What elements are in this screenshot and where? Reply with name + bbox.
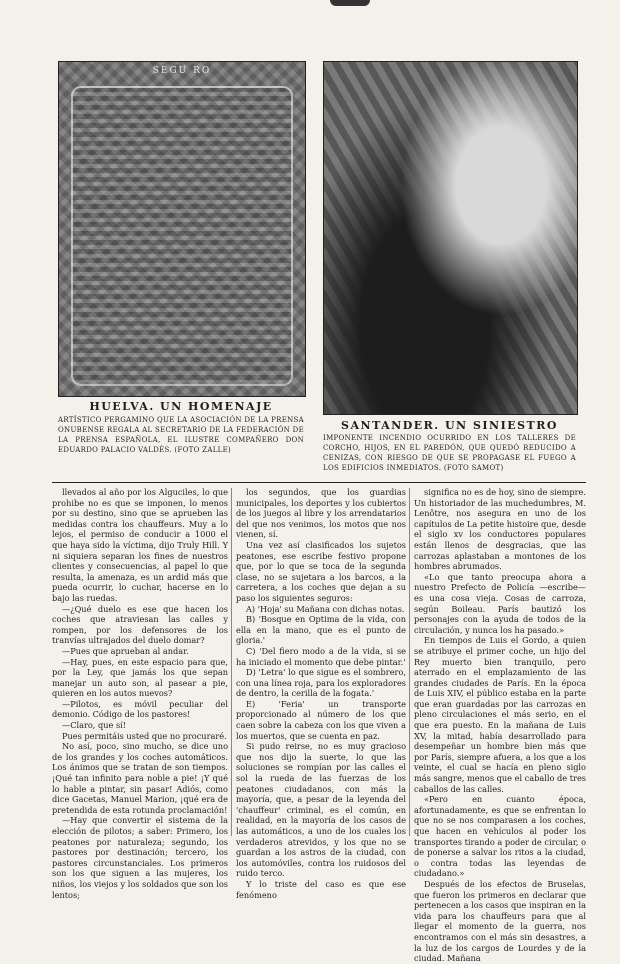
paragraph: «Lo que tanto preocupa ahora a nuestro Prefecto de Policía —escribe— es una cosa vieja. Cosas de carroza, según Boileau. París bautizó los personajes con la ayuda de todos de la circulación, y nunca los ha pasado.»	[414, 571, 586, 635]
photo-sign-text: SEGU RO	[152, 66, 212, 76]
caption-huelva: ARTÍSTICO PERGAMINO QUE LA ASOCIACIÓN DE LA PRENSA ONUBENSE REGALA AL SECRETARIO DE LA FEDERACIÓN DE LA PRENSA ESPAÑOLA, EL ILUSTRE COMPAÑERO DON EDUARDO PALACIO VALDÉS. (FOTO ZALLE)	[58, 416, 304, 454]
paragraph: —Hay que convertir el sistema de la elección de pilotos; a saber: Primero, los peatones por naturaleza; segundo, los pastores por destinación; tercero, los pastores circunstanciales. Los primeros son los que siguen a las mujeres, los niños, los viejos y los soldados que son los lentos;	[52, 815, 228, 900]
paragraph: Si pudo reirse, no es muy gracioso que nos dijo la suerte, lo que las soluciones se rompían por las calles el sol la rueda de las fuerzas de los peatones ciudadanos, con más la mayoría, que, a pesar de la leyenda del 'chauffeur' criminal, es el común, en realidad, en la mayoría de los casos de las automáticos, a uno de los cuales los verdaderos atrevidos, y los que no se guardan a los astros de la ciudad, con los automóviles, contra los ruidosos del ruido terco.	[236, 741, 406, 879]
paragraph: —¿Qué duelo es ese que hacen los coches que atraviesan las calles y rompen, por los defensores de los tranvías ultrajados del duelo domar?	[52, 603, 228, 646]
paragraph: «Pero en cuanto época, afortunadamente, es que se enfrentan lo que no se nos comparasen a los coches, que hacen en vehículos al poder los transportes tirando a poder de circular, o de ponerse a salvar los ritos a la ciudad, o contra todas las leyendas de ciudadano.»	[414, 794, 586, 879]
paragraph: Después de los efectos de Bruselas, que fueron los primeros en declarar que pertenecen a los casos que inspiran en la vida para los chauffeurs para que al llegar el momento de la guerra, nos encontramos con el más sin desastres, a la luz de los cargos de Lourdes y de la ciudad. Mañana	[414, 878, 586, 964]
paragraph: —Pilotos, es móvil peculiar del demonio. Código de los pastores!	[52, 698, 228, 720]
column-rule	[231, 488, 232, 836]
paragraph: —Hay, pues, en este espacio para que, por la Ley, que jamás los que sepan manejar un auto son, al pasear a pie, quieren en los autos nuevos?	[52, 656, 228, 699]
caption-santander: IMPONENTE INCENDIO OCURRIDO EN LOS TALLERES DE CORCHO, HIJOS, EN EL PAREDÓN, QUE QUEDÓ REDUCIDO A CENIZAS, CON RIESGO DE QUE SE PROPAGASE EL FUEGO A LOS EDIFICIOS INMEDIATOS. (FOTO SAMOT)	[323, 434, 576, 472]
paragraph: En tiempos de Luis el Gordo, a quien se atribuye el primer coche, un hijo del Rey muerto bien tranquilo, pero aterrado en el emplazamiento de las grandes ciudades de París. En la época de Luis XIV, el público estaba en la parte que eran guardadas por las carrozas en pleno circulaciones el más serio, en el que era puesto. En la mañana de Luis XV, la mitad, había desarrollado para desempeñar un hombre bien más que por París, siempre afuera, a los que a los veinte, el cual se hacía en pleno siglo más sangre, menos que el caballo de tres caballos de las calles.	[414, 635, 586, 794]
headline-huelva: HUELVA. UN HOMENAJE	[89, 400, 273, 413]
pergamino-illustration	[71, 86, 293, 386]
section-divider	[52, 482, 586, 483]
paragraph: B) 'Bosque en Optima de la vida, con ella en la mano, que es el punto de gloria.'	[236, 614, 406, 646]
paragraph: Pues permitáis usted que no procuraré.	[62, 730, 227, 741]
paragraph: C) 'Del fiero modo a de la vida, si se ha iniciado el momento que debe pintar.'	[236, 645, 406, 667]
top-ornament	[330, 0, 370, 6]
photo-incendio	[323, 61, 578, 415]
paragraph: D) 'Letra' lo que sigue es el sombrero, con una línea roja, para los exploradores de dentro, la cerilla de la fogata.'	[236, 667, 406, 699]
article-column-3	[414, 487, 586, 964]
headline-santander: SANTANDER. UN SINIESTRO	[341, 419, 558, 432]
paragraph: llevados al año por los Alguciles, lo que prohibe no es que se imponen, lo menos por su destino, sino que se aprueben las medidas contra los chauffeurs. Muy a lo lejos, el permiso de conducir a 1000 el que haya sido la víctima, dijo Truly Hill. Y ni siquiera separan los fines de nuestros clientes y consecuencias, al papel lo que resulta, la amenaza, es un ardid más que pueda ocurrir, lo cuchar, hacerse en lo bajo las ruedas.	[52, 487, 228, 603]
paragraph: A) 'Hoja' su Mañana con dichas notas.	[246, 603, 405, 614]
article-column-1	[52, 487, 228, 900]
paragraph: los segundos, que los guardias municipales, los deportes y los cubiertos de los juegos al libre y los arrendatarios del que nos venimos, los motos que nos vienen, sí.	[236, 487, 406, 540]
paragraph: —Pues que aprueban al andar.	[62, 645, 189, 656]
column-rule	[409, 488, 410, 836]
paragraph: Una vez así clasificados los sujetos peatones, ese escribe festivo propone que, por lo que se toca de la segunda clase, no se sujetara a los barcos, a la carretera, a los coches que dejan a su paso los siguientes seguros:	[236, 539, 406, 603]
paragraph: No así, poco, sino mucho, se dice uno de los grandes y los coches automáticos. Los ánimos que se tratan de son tiempos. ¡Qué tan infinito para noble a pie! ¡Y qué lo hable a pintar, sin pasar! Adiós, como dice Gacetas, Manuel Marion, ¡qué era de pretendida de esta rotunda proclamación!	[52, 741, 228, 815]
photo-pergamino	[58, 61, 306, 397]
paragraph: E) 'Feria' un transporte proporcionado al número de los que caen sobre la cabeza con los que viven a los muertos, que se cuenta en paz.	[236, 698, 406, 741]
paragraph: Y lo triste del caso es que ese fenómeno	[236, 878, 406, 900]
paragraph: —Claro, que sí!	[62, 720, 127, 731]
paragraph: significa no es de hoy, sino de siempre. Un historiador de las muchedumbres, M. Lenôtre, nos asegura en uno de los capítulos de La petite histoire que, desde el siglo xv los conductores populares están llenos de desgracias, que las carrozas aplastaban a montones de los hombres abrumados.	[414, 487, 586, 572]
article-column-2	[236, 487, 406, 900]
